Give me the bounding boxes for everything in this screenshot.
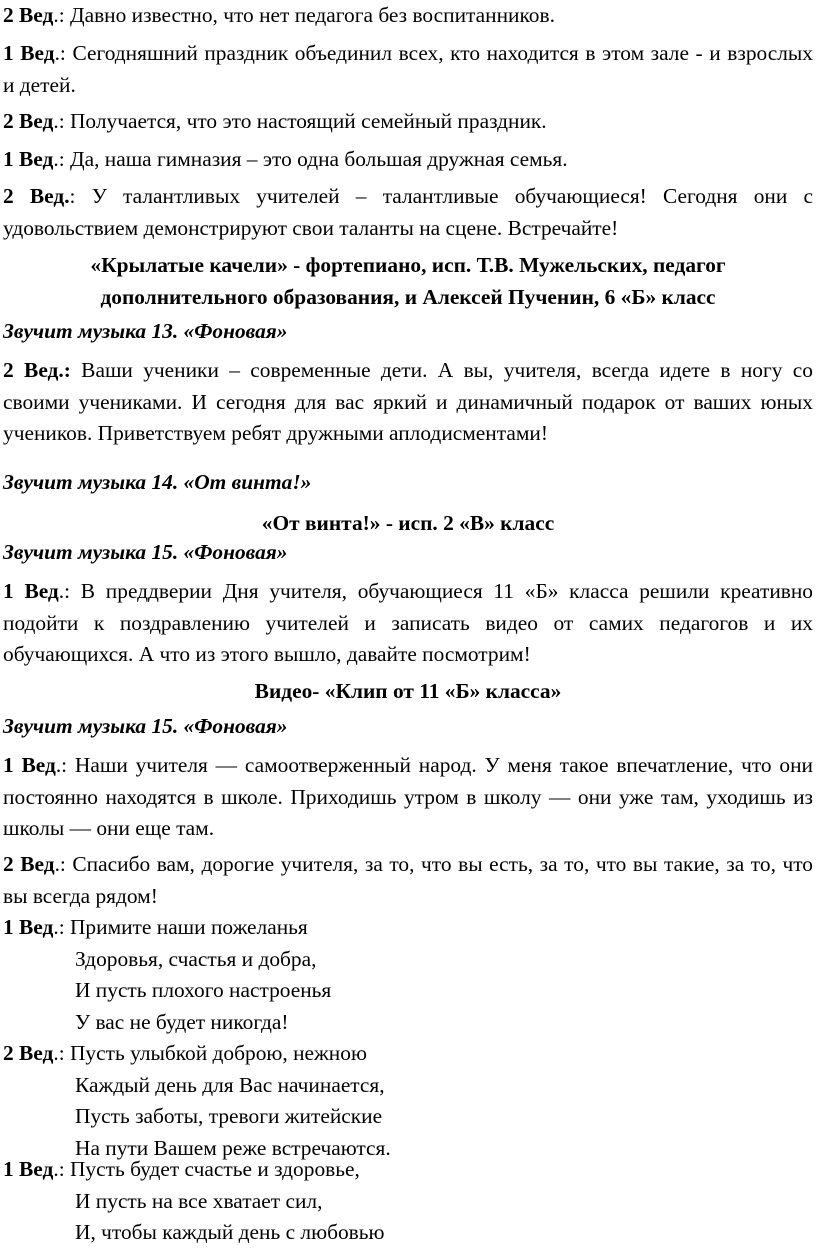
paragraph-text: .: Да, наша гимназия – это одна большая дружная семья. — [53, 147, 568, 171]
paragraph-1 — [3, 0, 813, 32]
paragraph-2 — [3, 38, 813, 101]
speaker-label: 2 Вед — [3, 3, 54, 27]
verse-line: И, чтобы каждый день с любовью — [75, 1220, 385, 1244]
speaker-label: 1 Вед — [3, 915, 54, 939]
verse-line: Пусть заботы, тревоги житейские — [75, 1104, 383, 1128]
paragraph-text: .: Сегодняшний праздник объединил всех, кто находится в этом зале - и взрослых и детей. — [3, 41, 813, 97]
heading-line: «Крылатые качели» - фортепиано, исп. Т.В. Мужельских, педагог — [90, 253, 726, 277]
performance-heading-1 — [0, 250, 816, 313]
speaker-label: 2 Вед — [3, 109, 54, 133]
verse-line: 2 Вед.: Пусть улыбкой доброю, нежною — [3, 1041, 367, 1065]
paragraph-text: .: В преддверии Дня учителя, обучающиеся 11 «Б» класса решили креативно подойти к поздравлению учителей и записать видео от самих педагогов и их обучающихся. А что из этого вышло, давайте посмотрим! — [3, 579, 814, 666]
speaker-label: 1 Вед — [3, 1157, 54, 1181]
verse-line: Каждый день для Вас начинается, — [75, 1072, 385, 1097]
verse-line: 1 Вед.: Пусть будет счастье и здоровье, — [3, 1157, 360, 1181]
music-cue-4: Звучит музыка 15. «Фоновая» — [3, 714, 288, 738]
speaker-label: 2 Вед.: — [3, 358, 71, 382]
paragraph-text: .: Спасибо вам, дорогие учителя, за то, что вы есть, за то, что вы такие, за то, что вы всегда рядом! — [3, 852, 813, 908]
paragraph-text: Ваши ученики – современные дети. А вы, учителя, всегда идете в ногу со своими учениками. И сегодня для вас яркий и динамичный подарок от ваших юных учеников. Приветствуем ребят дружными аплодисментами! — [3, 358, 813, 445]
speaker-label: 2 Вед — [3, 852, 55, 876]
paragraph-3 — [3, 106, 813, 138]
verse-line: На пути Вашем реже встречаются. — [75, 1135, 391, 1160]
paragraph-4 — [3, 144, 813, 176]
speaker-label: 2 Вед — [3, 1041, 54, 1065]
performance-heading-2: «От винта!» - исп. 2 «В» класс — [261, 511, 555, 535]
speaker-label: 2 Вед. — [3, 184, 70, 208]
music-cue-2: Звучит музыка 14. «От винта!» — [3, 470, 312, 494]
paragraph-text: : У талантливых учителей – талантливые обучающиеся! Сегодня они с удовольствием демонстрируют свои таланты на сцене. Встречайте! — [3, 184, 813, 240]
music-cue-3: Звучит музыка 15. «Фоновая» — [3, 540, 288, 564]
verse-line: У вас не будет никогда! — [75, 1009, 289, 1034]
verse-line: 1 Вед.: Примите наши пожеланья — [3, 915, 308, 939]
paragraph-text: .: Получается, что это настоящий семейный праздник. — [53, 109, 547, 133]
speaker-label: 1 Вед — [3, 579, 59, 603]
speaker-label: 1 Вед — [3, 147, 54, 171]
verse-line: И пусть на все хватает сил, — [75, 1188, 323, 1213]
verse-line: И пусть плохого настроенья — [75, 978, 332, 1002]
paragraph-9 — [3, 849, 813, 912]
paragraph-8 — [3, 750, 813, 845]
paragraph-text: .: Давно известно, что нет педагога без воспитанников. — [53, 3, 555, 27]
verse-1 — [3, 912, 813, 1038]
speaker-label: 1 Вед — [3, 41, 55, 65]
paragraph-5 — [3, 181, 813, 244]
paragraph-6 — [3, 355, 813, 450]
paragraph-text: .: Наши учителя — самоотверженный народ. У меня такое впечатление, что они постоянно находятся в школе. Приходишь утром в школу — они уже там, уходишь из школы — они еще там. — [3, 753, 813, 840]
verse-3 — [3, 1154, 813, 1249]
heading-line: дополнительного образования, и Алексей Пученин, 6 «Б» класс — [100, 284, 716, 309]
verse-2 — [3, 1038, 813, 1164]
music-cue-1: Звучит музыка 13. «Фоновая» — [3, 319, 288, 343]
paragraph-7 — [3, 576, 813, 671]
verse-line: Здоровья, счастья и добра, — [75, 946, 317, 971]
speaker-label: 1 Вед — [3, 753, 56, 777]
video-heading: Видео- «Клип от 11 «Б» класса» — [254, 679, 562, 703]
